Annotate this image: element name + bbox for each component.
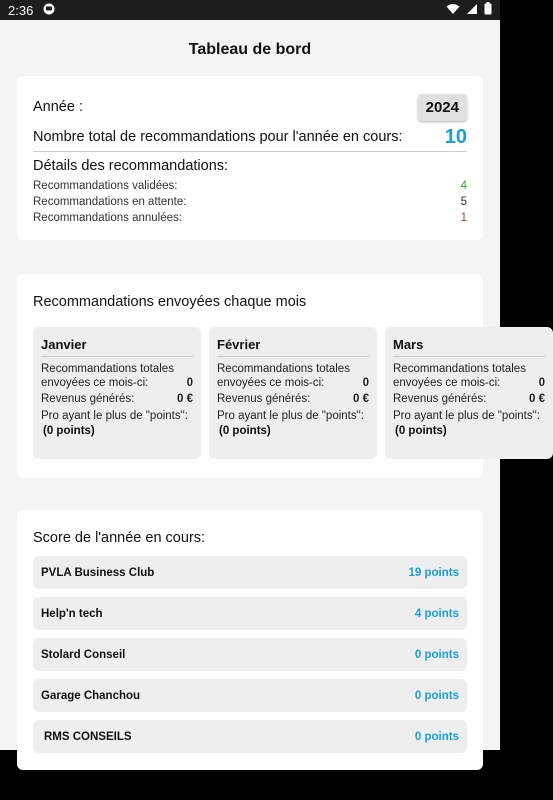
- month-sent-line1: Recommandations totales: [217, 363, 350, 375]
- detail-row-cancelled: [33, 210, 467, 226]
- total-row: [33, 126, 467, 148]
- score-item-name: RMS CONSEILS: [44, 730, 132, 743]
- month-top-value: (0 points): [219, 425, 271, 437]
- score-item[interactable]: [33, 638, 467, 671]
- detail-value: 1: [460, 212, 467, 224]
- divider: [33, 151, 467, 152]
- status-bar: [0, 0, 500, 20]
- month-name: Mars: [393, 337, 545, 357]
- monthly-title: Recommandations envoyées chaque mois: [33, 294, 307, 310]
- score-item-name: Help'n tech: [41, 607, 103, 620]
- score-item-name: Stolard Conseil: [41, 648, 126, 661]
- total-label: Nombre total de recommandations pour l'année en cours:: [33, 129, 403, 145]
- score-item-points: 4 points: [414, 607, 459, 620]
- score-item[interactable]: [33, 556, 467, 589]
- month-card-janvier[interactable]: [33, 327, 201, 459]
- year-selector-button[interactable]: 2024: [418, 94, 467, 121]
- battery-icon: [484, 2, 492, 18]
- month-top-label: Pro ayant le plus de "points":: [217, 409, 364, 422]
- month-revenue-value: 0 €: [177, 393, 193, 405]
- detail-row-pending: [33, 194, 467, 210]
- month-revenue: Revenus générés: 0 €: [41, 393, 193, 405]
- detail-row-validated: [33, 178, 467, 194]
- score-item[interactable]: [33, 720, 467, 753]
- summary-card: [17, 76, 483, 240]
- score-item-name: Garage Chanchou: [41, 689, 141, 702]
- month-sent-value: 0: [538, 376, 545, 389]
- score-item-points: 19 points: [408, 566, 459, 579]
- score-title: Score de l'année en cours:: [33, 530, 206, 546]
- score-item[interactable]: [33, 679, 467, 712]
- score-item[interactable]: [33, 597, 467, 630]
- score-item-name: PVLA Business Club: [41, 566, 155, 579]
- month-revenue-value: 0 €: [529, 393, 545, 405]
- score-item-points: 0 points: [414, 689, 459, 702]
- month-revenue: Revenus générés: 0 €: [217, 393, 369, 405]
- detail-label: Recommandations en attente:: [33, 196, 187, 208]
- month-sent-line1: Recommandations totales: [41, 363, 174, 375]
- signal-icon: [466, 3, 478, 18]
- details-title: Détails des recommandations:: [33, 158, 229, 174]
- wifi-icon: [446, 3, 460, 18]
- months-carousel[interactable]: [33, 327, 553, 459]
- page-title: Tableau de bord: [188, 41, 312, 58]
- year-label: Année :: [33, 99, 83, 115]
- month-top-value: (0 points): [43, 425, 95, 437]
- year-row: [33, 92, 467, 122]
- score-item-points: 0 points: [414, 730, 459, 743]
- month-name: Février: [217, 337, 369, 357]
- month-revenue-value: 0 €: [353, 393, 369, 405]
- total-value: 10: [444, 125, 467, 148]
- month-sent-line2: envoyées ce mois-ci: 0: [393, 376, 545, 389]
- detail-label: Recommandations validées:: [33, 180, 178, 192]
- month-sent-line2: envoyées ce mois-ci: 0: [217, 376, 369, 389]
- month-top-value: (0 points): [395, 425, 447, 437]
- score-card: [17, 510, 483, 770]
- month-card-mars[interactable]: [385, 327, 553, 459]
- month-sent-line2: envoyées ce mois-ci: 0: [41, 376, 193, 389]
- score-item-points: 0 points: [414, 648, 459, 661]
- month-sent-value: 0: [186, 376, 193, 389]
- month-revenue: Revenus générés: 0 €: [393, 393, 545, 405]
- app-notification-icon: [43, 3, 55, 18]
- month-name: Janvier: [41, 337, 193, 357]
- month-top-label: Pro ayant le plus de "points":: [393, 409, 540, 422]
- monthly-card: [17, 274, 545, 478]
- month-card-fevrier[interactable]: [209, 327, 377, 459]
- detail-value: 4: [460, 180, 467, 192]
- status-time: 2:36: [8, 2, 34, 18]
- month-sent-line1: Recommandations totales: [393, 363, 526, 375]
- month-top-label: Pro ayant le plus de "points":: [41, 409, 188, 422]
- month-sent-value: 0: [362, 376, 369, 389]
- detail-label: Recommandations annulées:: [33, 212, 182, 224]
- detail-value: 5: [460, 196, 467, 208]
